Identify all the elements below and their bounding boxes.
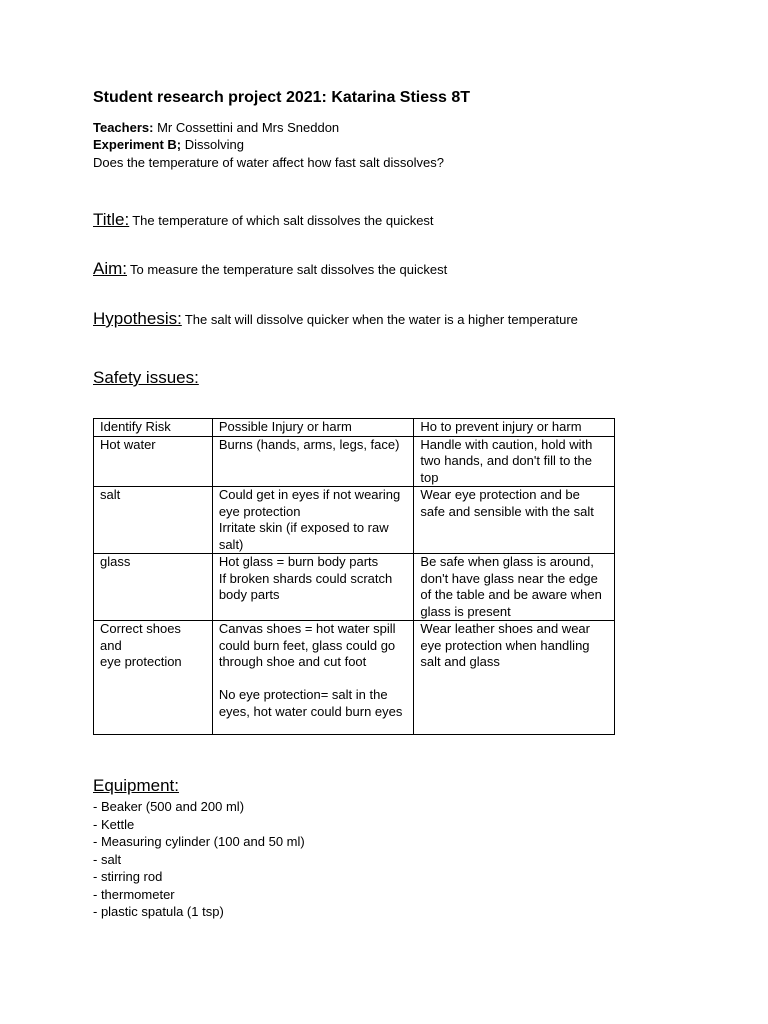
cell-line: don't have glass near the edge (420, 570, 598, 586)
table-row (94, 621, 615, 735)
cell-line: two hands, and don't fill to the (420, 453, 593, 468)
cell-spacer (219, 671, 408, 688)
cell-line: Canvas shoes = hot water spill (218, 621, 396, 636)
cell-line: Be safe when glass is around, (420, 554, 594, 569)
hypothesis-text: The salt will dissolve quicker when the water is a higher temperature (184, 312, 578, 327)
cell-line: glass is present (420, 603, 511, 619)
cell-line: through shoe and cut foot (218, 654, 367, 669)
safety-section (93, 368, 199, 388)
title-heading: Title: (93, 210, 130, 229)
cell-line: glass (100, 554, 131, 569)
cell-line: Handle with caution, hold with (420, 436, 593, 452)
cell-line: Hot water (100, 436, 156, 452)
prevent-cell (414, 621, 615, 735)
title-text: The temperature of which salt dissolves the quickest (132, 213, 434, 228)
risk-cell (94, 621, 213, 735)
prevent-cell (414, 554, 615, 621)
list-item: - stirring rod (93, 869, 163, 884)
teachers-value: Mr Cossettini and Mrs Sneddon (153, 120, 340, 135)
safety-heading: Safety issues: (93, 368, 199, 387)
header-prevent-injury: Ho to prevent injury or harm (414, 419, 615, 437)
cell-line: eye protection when handling (420, 637, 590, 653)
list-item: - thermometer (93, 886, 175, 902)
cell-line: eye protection (218, 503, 301, 519)
cell-line: body parts (218, 587, 280, 602)
list-item: - Beaker (500 and 200 ml) (93, 799, 245, 814)
equipment-list (93, 798, 305, 921)
table-row (94, 554, 615, 621)
aim-section (93, 259, 447, 279)
prevent-cell (414, 436, 615, 487)
cell-line: Wear leather shoes and wear (420, 621, 590, 636)
harm-cell (212, 487, 414, 554)
cell-line: could burn feet, glass could go (218, 637, 396, 653)
cell-line: salt (100, 487, 121, 502)
table-row (94, 487, 615, 554)
equipment-heading: Equipment: (93, 776, 179, 795)
header-identify-risk: Identify Risk (94, 419, 213, 437)
harm-cell (212, 554, 414, 621)
cell-line: If broken shards could scratch (218, 570, 393, 586)
experiment-line (93, 137, 244, 152)
cell-line: Hot glass = burn body parts (218, 554, 379, 569)
cell-line: No eye protection= salt in the (218, 687, 388, 702)
equipment-section (93, 776, 179, 796)
hypothesis-section (93, 309, 578, 329)
aim-text: To measure the temperature salt dissolves the quickest (130, 262, 448, 277)
list-item: - salt (93, 851, 122, 867)
harm-cell (212, 436, 414, 487)
cell-line: top (420, 469, 439, 485)
cell-line: eye protection (100, 654, 182, 669)
research-question: Does the temperature of water affect how fast salt dissolves? (93, 155, 444, 170)
cell-line: Wear eye protection and be (420, 487, 580, 502)
list-item: - Measuring cylinder (100 and 50 ml) (93, 834, 305, 849)
prevent-cell (414, 487, 615, 554)
experiment-value: Dissolving (181, 137, 244, 152)
hypothesis-heading: Hypothesis: (93, 309, 182, 328)
header-possible-injury: Possible Injury or harm (212, 419, 414, 437)
risk-cell (94, 436, 213, 487)
teachers-line (93, 120, 339, 135)
cell-line: Correct shoes and (100, 621, 181, 653)
table-header-row (94, 419, 615, 437)
document-title: Student research project 2021: Katarina Stiess 8T (93, 89, 471, 106)
cell-line: salt) (218, 536, 244, 552)
risk-cell (94, 554, 213, 621)
cell-line: eyes, hot water could burn eyes (218, 703, 403, 719)
cell-line: safe and sensible with the salt (420, 503, 594, 519)
experiment-label: Experiment B; (93, 137, 182, 152)
aim-heading: Aim: (93, 259, 127, 278)
table-row (94, 436, 615, 487)
title-section (93, 210, 434, 230)
cell-line: of the table and be aware when (420, 587, 602, 602)
cell-line: Could get in eyes if not wearing (218, 487, 401, 502)
cell-line: salt and glass (420, 654, 500, 669)
cell-line: Irritate skin (if exposed to raw (218, 520, 389, 535)
list-item: - Kettle (93, 816, 135, 832)
risk-cell (94, 487, 213, 554)
list-item: - plastic spatula (1 tsp) (93, 904, 224, 919)
risk-table (93, 418, 615, 735)
cell-line: Burns (hands, arms, legs, face) (218, 436, 400, 452)
teachers-label: Teachers: (93, 120, 154, 135)
harm-cell (212, 621, 414, 735)
